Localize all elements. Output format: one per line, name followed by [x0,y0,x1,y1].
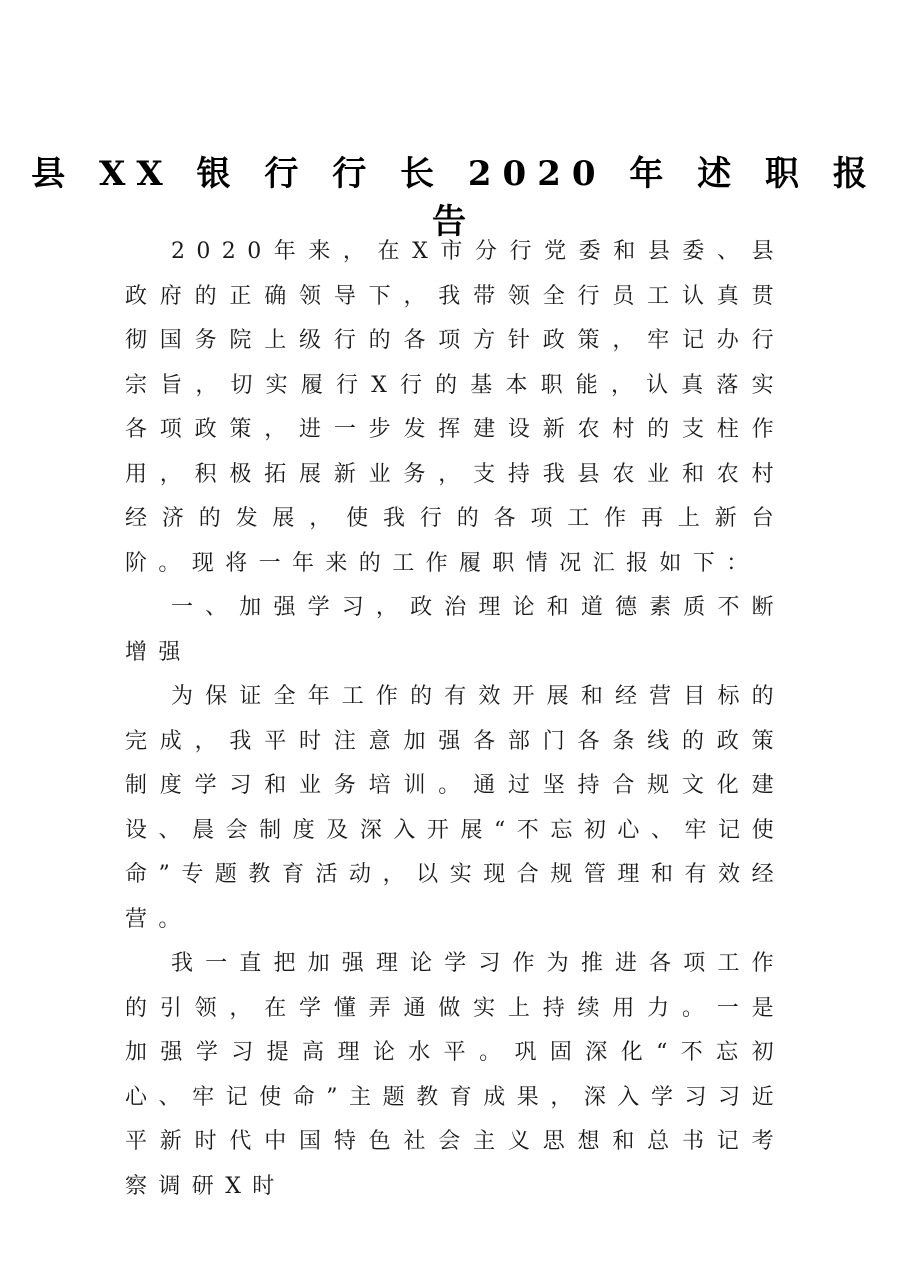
paragraph-theory: 我一直把加强理论学习作为推进各项工作的引领，在学懂弄通做实上持续用力。一是加强学习提高理论水平。巩固深化“不忘初心、牢记使命”主题教育成果，深入学习习近平新时代中国特色社会主义思想和总书记考察调研X时 [125,951,785,1199]
paragraph-study: 为保证全年工作的有效开展和经营目标的完成，我平时注意加强各部门各条线的政策制度学习和业务培训。通过坚持合规文化建设、晨会制度及深入开展“不忘初心、牢记使命”专题教育活动，以实现合规管理和有效经营。 [125,684,785,932]
document-title: 县 XX 银 行 行 长 2020 年 述 职 报 告 [31,154,878,242]
section-heading-1: 一、加强学习，政治理论和道德素质不断增强 [125,595,785,665]
document-body [125,230,785,1209]
paragraph-intro: 2020年来，在X市分行党委和县委、县政府的正确领导下，我带领全行员工认真贯彻国务院上级行的各项方针政策，牢记办行宗旨，切实履行X行的基本职能，认真落实各项政策，进一步发挥建设新农村的支柱作用，积极拓展新业务，支持我县农业和农村经济的发展，使我行的各项工作再上新台阶。现将一年来的工作履职情况汇报如下： [125,239,785,576]
